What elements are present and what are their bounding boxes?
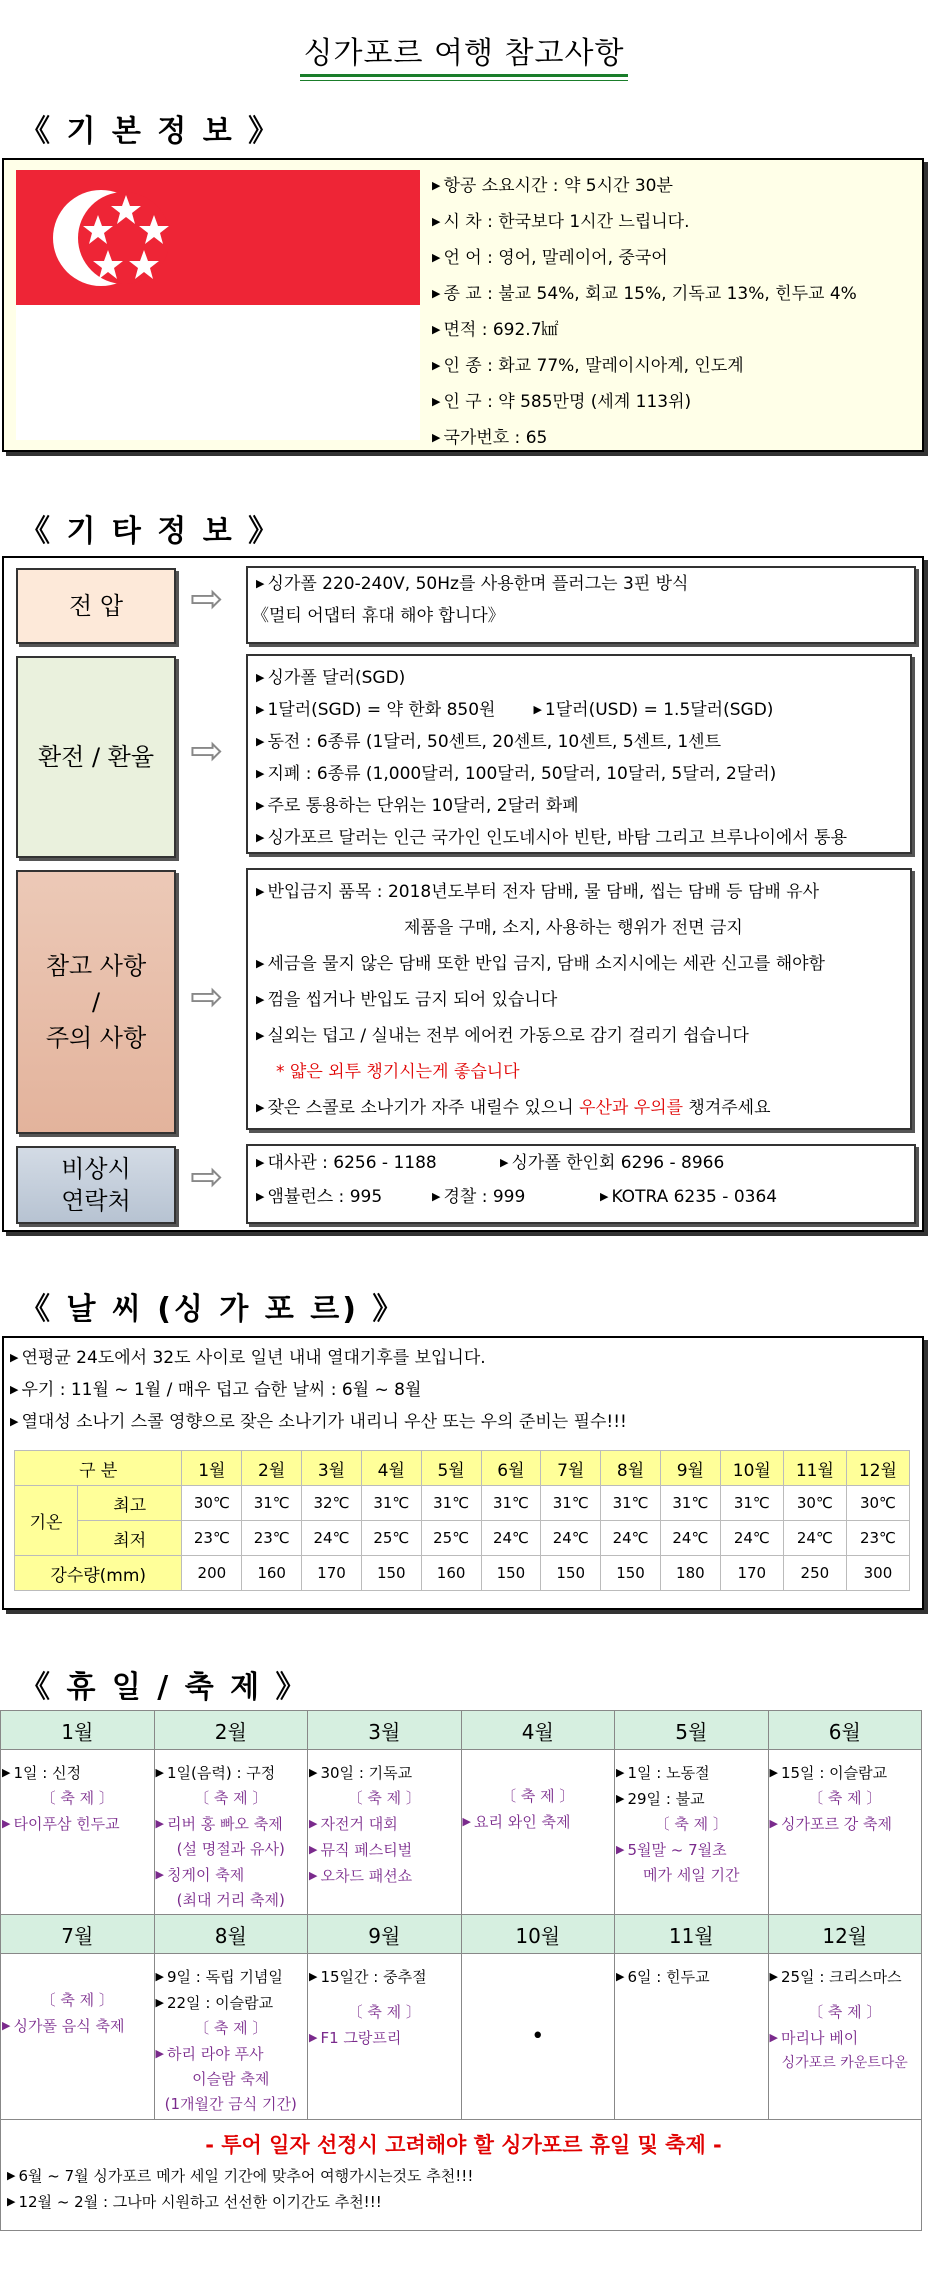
basic-info-heading: 《 기 본 정 보 》 — [20, 114, 282, 149]
money-content: ▶ 싱가폴 달러(SGD) ▶ 1달러(SGD) = 약 한화 850원 ▶ 1달러(USD) = 1.5달러(SGD) ▶ 동전 : 6종류 (1달러, 50센트, 20센트, 10센트, 5센트, 1센트 ▶ 지폐 : 6종류 (1,000달러, 100달러, 50달러, 10달러, 5달러, 2달러) ▶ 주로 통용하는 단위는 10달러, 2달러 화폐 ▶ 싱가포르 달러는 인근 국가인 인도네시아 빈탄, 바탐 그리고 브루나이에서 통용 — [246, 654, 912, 854]
list-item: ▶ 항공 소요시간 : 약 5시간 30분 — [432, 176, 673, 196]
bullet-icon: ▶ — [10, 1383, 19, 1396]
bullet-icon: ▶ — [10, 1415, 19, 1428]
notes-content: ▶ 반입금지 품목 : 2018년도부터 전자 담배, 물 담배, 씹는 담배 등 담배 유사 제품을 구매, 소지, 사용하는 행위가 전면 금지 ▶ 세금을 물지 않은 담배 또한 반입 금지, 담배 소지시에는 세관 신고를 해야함 ▶ 껌을 씹거나 반입도 금지 되어 있습니다 ▶ 실외는 덥고 / 실내는 전부 에어컨 가동으로 감기 걸리기 쉽습니다 * 얇은 외투 챙기시는게 좋습니다 ▶ 잦은 스콜로 소나기가 자주 내릴수 있으니 우산과 우의를 챙겨주세요 — [246, 868, 912, 1130]
bullet-icon: ▶ — [256, 735, 265, 748]
bullet-icon: ▶ — [432, 251, 441, 264]
bullet-icon: ▶ — [769, 1970, 778, 1983]
bullet-icon: ▶ — [432, 1190, 441, 1203]
list-item: ▶ 인 구 : 약 585만명 (세계 113위) — [432, 392, 692, 412]
weather-panel — [2, 1336, 924, 1610]
bullet-icon: ▶ — [155, 1868, 164, 1881]
bullet-icon: ▶ — [309, 1970, 318, 1983]
bullet-icon: ▶ — [432, 359, 441, 372]
basic-info-panel — [2, 158, 924, 452]
bullet-icon: ▶ — [309, 1817, 318, 1830]
title-underline-thin — [300, 80, 628, 81]
bullet-icon: ▶ — [769, 2031, 778, 2044]
bullet-icon: ▶ — [10, 1351, 19, 1364]
arrow-right-icon: ⇨ — [190, 728, 224, 774]
bullet-icon: ▶ — [256, 703, 265, 716]
table-row: 기온 최고 30℃ 31℃ 32℃ 31℃ 31℃ 31℃ 31℃ 31℃ 31℃ 31℃ 30℃ 30℃ — [15, 1486, 910, 1521]
bullet-icon: ▶ — [256, 1029, 265, 1042]
list-item: ▶ 언 어 : 영어, 말레이어, 중국어 — [432, 248, 668, 268]
bullet-icon: ▶ — [500, 1156, 509, 1169]
bullet-icon: ▶ — [432, 287, 441, 300]
bullet-icon: ▶ — [155, 1817, 164, 1830]
bullet-icon: ▶ — [432, 431, 441, 444]
bullet-icon: ▶ — [2, 2019, 11, 2032]
bullet-icon: ▶ — [769, 1766, 778, 1779]
bullet-icon: ▶ — [256, 1156, 265, 1169]
table-row: 강수량(mm) 200 160 170 150 160 150 150 150 180 170 250 300 — [15, 1556, 910, 1591]
bullet-icon: ▶ — [256, 831, 265, 844]
basic-info-list — [432, 168, 857, 456]
festival-footer-title: - 투어 일자 선정시 고려해야 할 싱가포르 휴일 및 축제 - — [205, 2133, 722, 2157]
bullet-icon: ▶ — [769, 1817, 778, 1830]
arrow-right-icon: ⇨ — [190, 576, 224, 622]
bullet-icon: ▶ — [7, 2195, 16, 2208]
bullet-icon: ▶ — [432, 179, 441, 192]
bullet-icon: ▶ — [155, 1766, 164, 1779]
festival-heading: 《 휴 일 / 축 제 》 — [20, 1670, 309, 1705]
bullet-icon: ▶ — [616, 1970, 625, 1983]
title-underline — [300, 74, 628, 77]
bullet-icon: ▶ — [432, 395, 441, 408]
bullet-icon: ▶ — [2, 1766, 11, 1779]
table-row: 최저 23℃ 23℃ 24℃ 25℃ 25℃ 24℃ 24℃ 24℃ 24℃ 24℃ 24℃ 23℃ — [15, 1521, 910, 1556]
arrow-right-icon: ⇨ — [190, 974, 224, 1020]
bullet-icon: ▶ — [462, 1815, 471, 1828]
table-row: - 투어 일자 선정시 고려해야 할 싱가포르 휴일 및 축제 - ▶ 6월 ~ 7월 싱가포르 메가 세일 기간에 맞추어 여행가시는것도 추천!!! ▶ 12월 ~ 2월 : 그나마 시원하고 선선한 이기간도 추천!!! — [1, 2120, 922, 2231]
bullet-icon: ▶ — [309, 1843, 318, 1856]
bullet-icon: ▶ — [256, 1190, 265, 1203]
list-item: ▶ 시 차 : 한국보다 1시간 느립니다. — [432, 212, 690, 232]
bullet-icon: ▶ — [2, 1817, 11, 1830]
bullet-icon: ▶ — [600, 1190, 609, 1203]
arrow-right-icon: ⇨ — [190, 1154, 224, 1200]
bullet-icon: ▶ — [155, 2047, 164, 2060]
bullet-icon: ▶ — [256, 957, 265, 970]
etc-info-heading: 《 기 타 정 보 》 — [20, 514, 282, 549]
voltage-content: ▶ 싱가폴 220-240V, 50Hz를 사용한며 플러그는 3핀 방식 《멀티 어댑터 휴대 해야 합니다》 — [246, 566, 916, 644]
bullet-icon: ▶ — [616, 1792, 625, 1805]
etc-info-panel — [2, 556, 924, 1232]
bullet-icon: ▶ — [155, 1970, 164, 1983]
bullet-icon: ▶ — [533, 703, 542, 716]
bullet-icon: ▶ — [256, 577, 265, 590]
bullet-icon: ▶ — [256, 671, 265, 684]
money-label: 환전 / 환율 — [16, 656, 176, 858]
notes-label: 참고 사항 / 주의 사항 — [16, 870, 176, 1134]
emergency-label: 비상시 연락처 — [16, 1146, 176, 1224]
bullet-icon: ▶ — [256, 885, 265, 898]
bullet-icon: ▶ — [309, 2031, 318, 2044]
bullet-icon: ▶ — [616, 1843, 625, 1856]
bullet-icon: ▶ — [616, 1766, 625, 1779]
list-item: ▶ 국가번호 : 65 — [432, 428, 548, 448]
weather-notes: ▶ 연평균 24도에서 32도 사이로 일년 내내 열대기후를 보입니다. ▶ 우기 : 11월 ~ 1월 / 매우 덥고 습한 날씨 : 6월 ~ 8월 ▶ 열대성 소나기 스콜 영향으로 잦은 소나기가 내리니 우산 또는 우의 준비는 필수!!! — [10, 1348, 627, 1432]
bullet-icon: ▶ — [256, 799, 265, 812]
table-row: ▶ 1일 : 신정 〔 축 제 〕 ▶ 타이푸삼 힌두교 ▶ 1일(음력) : 구정 〔 축 제 〕 ▶ 리버 홍 빠오 축제 (설 명절과 유사) ▶ 칭게이 축제 (최대 거리 축제) ▶ 30일 : 기독교 〔 축 제 〕 ▶ 자전거 대회 ▶ 뮤직 페스티벌 ▶ 오차드 패션쇼 〔 축 제 〕 ▶ 요리 와인 축제 ▶ 1일 : 노동절 ▶ 29일 : 불교 〔 축 제 〕 ▶ 5월말 ~ 7월초 메가 세일 기간 ▶ 15일 : 이슬람교 〔 축 제 〕 ▶ 싱가포르 강 축제 — [1, 1750, 922, 1915]
table-row: 〔 축 제 〕 ▶ 싱가폴 음식 축제 ▶ 9일 : 독립 기념일 ▶ 22일 : 이슬람교 〔 축 제 〕 ▶ 하리 라야 푸사 이슬람 축제 (1개월간 금식 기간) ▶ 15일간 : 중추절 〔 축 제 〕 ▶ F1 그랑프리 • ▶ 6일 : 힌두교 ▶ 25일 : 크리스마스 〔 축 제 〕 ▶ 마리나 베이 싱가포르 카운트다운 — [1, 1954, 922, 2120]
bullet-icon: ▶ — [256, 1101, 265, 1114]
list-item: ▶ 종 교 : 불교 54%, 회교 15%, 기독교 13%, 힌두교 4% — [432, 284, 857, 304]
bullet-icon: ▶ — [309, 1869, 318, 1882]
bullet-icon: ▶ — [155, 1996, 164, 2009]
bullet-icon: ▶ — [432, 215, 441, 228]
weather-heading: 《 날 씨 (싱 가 포 르) 》 — [20, 1292, 406, 1327]
weather-table: 구 분 1월 2월 3월 4월 5월 6월 7월 8월 9월 10월 11월 12월 기온 최고 30℃ 31℃ 32℃ 31℃ 31℃ 31℃ 31℃ 31℃ 31℃ 31℃ 30℃ 30℃ 최저 23℃ 23℃ 24℃ 25℃ 25℃ 24℃ 24℃ 24℃ 24℃ 24℃ 24℃ 23℃ 강수량(mm) 200 160 170 150 160 150 150 150 180 170 250 300 — [14, 1450, 910, 1591]
bullet-icon: ▶ — [309, 1766, 318, 1779]
emergency-content: ▶ 대사관 : 6256 - 1188 ▶ 싱가폴 한인회 6296 - 8966 ▶ 앰뷸런스 : 995 ▶ 경찰 : 999 ▶ KOTRA 6235 - 0364 — [246, 1144, 916, 1224]
festival-table: 1월 2월 3월 4월 5월 6월 ▶ 1일 : 신정 〔 축 제 〕 ▶ 타이푸삼 힌두교 ▶ 1일(음력) : 구정 〔 축 제 〕 ▶ 리버 홍 빠오 축제 (설 명절과 유사) ▶ 칭게이 축제 (최대 거리 축제) ▶ 30일 : 기독교 〔 축 제 〕 ▶ 자전거 대회 ▶ 뮤직 페스티벌 ▶ 오차드 패션쇼 〔 축 제 〕 ▶ 요리 와인 축제 ▶ 1일 : 노동절 ▶ 29일 : 불교 〔 축 제 〕 ▶ 5월말 ~ 7월초 메가 세일 기간 ▶ 15일 : 이슬람교 〔 축 제 〕 ▶ 싱가포르 강 축제 7월 8월 9월 10월 11월 12월 〔 축 제 〕 ▶ 싱가폴 음식 축제 ▶ 9일 : 독립 기념일 ▶ 22일 : 이슬람교 〔 축 제 〕 ▶ 하리 라야 푸사 이슬람 축제 (1개월간 금식 기간) ▶ 15일간 : 중추절 〔 축 제 〕 ▶ F1 그랑프리 • ▶ 6일 : 힌두교 ▶ 25일 : 크리스마스 〔 축 제 〕 ▶ 마리나 베이 싱가포르 카운트다운 - 투어 일자 선정시 고려해야 할 싱가포르 휴일 및 축제 - ▶ 6월 ~ 7월 싱가포르 메가 세일 기간에 맞추어 여행가시는것도 추천!!! ▶ 12월 ~ 2월 : 그나마 시원하고 선선한 이기간도 추천!!! — [0, 1710, 922, 2231]
bullet-icon: ▶ — [256, 767, 265, 780]
list-item: ▶ 인 종 : 화교 77%, 말레이시아계, 인도계 — [432, 356, 744, 376]
voltage-label: 전 압 — [16, 568, 176, 644]
bullet-icon: ▶ — [432, 323, 441, 336]
page-title: 싱가포르 여행 참고사항 — [303, 36, 625, 71]
list-item: ▶ 면적 : 692.7㎢ — [432, 320, 559, 340]
bullet-icon: ▶ — [7, 2169, 16, 2182]
singapore-flag-icon — [16, 170, 420, 440]
bullet-icon: ▶ — [256, 993, 265, 1006]
